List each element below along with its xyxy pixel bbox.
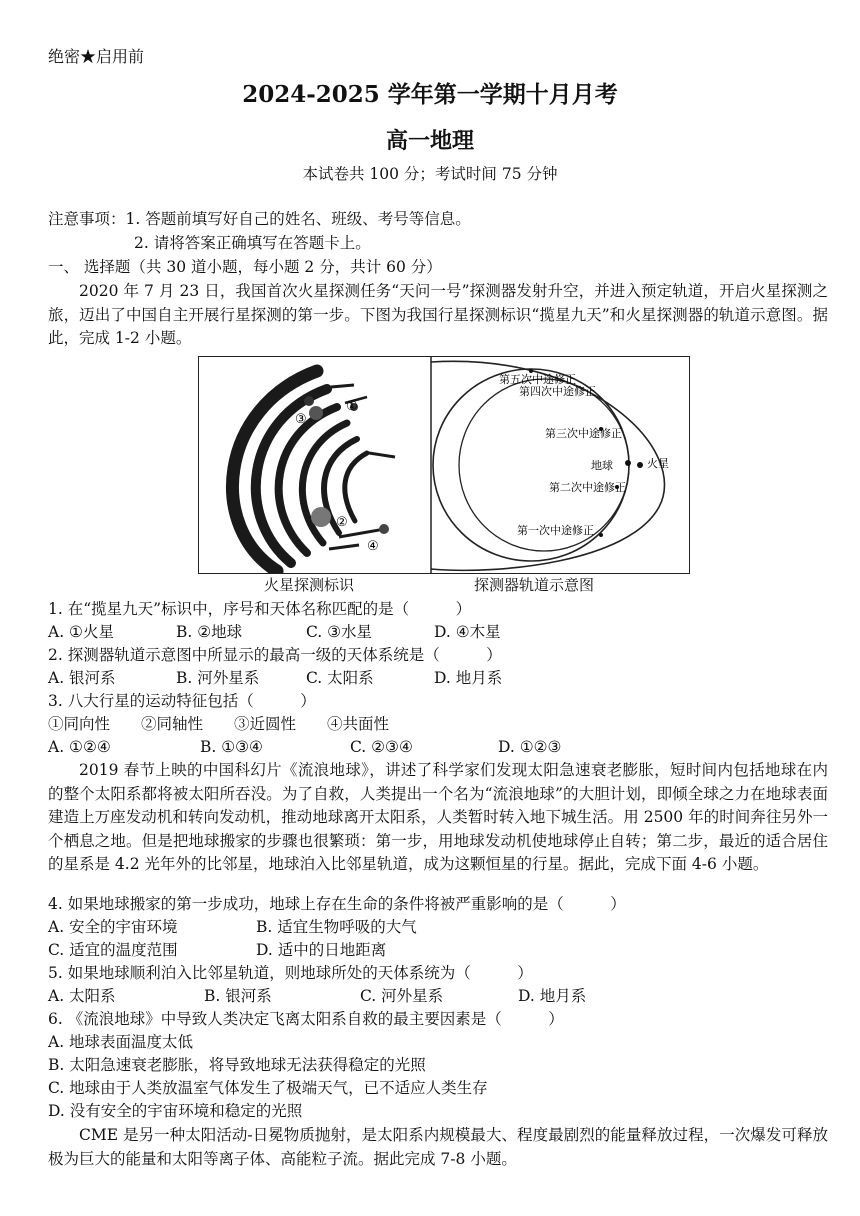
logo-label-1: ① (346, 399, 358, 414)
q3-option-b: B. ①③④ (200, 738, 263, 756)
q3-option-c: C. ②③④ (350, 738, 413, 756)
orbit-label-earth: 地球 (591, 459, 613, 472)
q3-option-d: D. ①②③ (498, 738, 562, 756)
caption-left: 火星探测标识 (264, 576, 355, 594)
q4-option-d: D. 适中的日地距离 (256, 941, 387, 959)
logo-label-2: ② (336, 515, 348, 530)
q2-option-d: D. 地月系 (434, 669, 503, 687)
q5-option-b: B. 银河系 (204, 987, 272, 1005)
q5-option-c: C. 河外星系 (360, 987, 444, 1005)
q6-option-c: C. 地球由于人类放温室气体发生了极端天气，已不适应人类生存 (48, 1079, 488, 1097)
question-4-options-row2 (48, 939, 386, 961)
q1-option-a: A. ①火星 (48, 623, 114, 641)
planet-dot-2 (311, 507, 331, 527)
q1-option-c: C. ③水星 (306, 623, 373, 641)
q4-option-c: C. 适宜的温度范围 (48, 941, 178, 959)
question-1-options (48, 621, 501, 643)
question-2: 2. 探测器轨道示意图中所显示的最高一级的天体系统是（ ） (48, 646, 502, 664)
passage-1: 2020 年 7 月 23 日，我国首次火星探测任务“天问一号”探测器发射升空，并进入预定轨道，开启火星探测之旅，迈出了中国自主开展行星探测的第一步。下图为我国行星探测标识“揽星九天”和火星探测器的轨道示意图。据此，完成 1-2 小题。 (48, 282, 828, 347)
caption-right: 探测器轨道示意图 (474, 576, 595, 594)
orbit-label-c1: 第一次中途修正 (517, 524, 594, 537)
exam-meta: 本试卷共 100 分；考试时间 75 分钟 (302, 165, 558, 183)
orbit-label-c3: 第三次中途修正 (545, 427, 622, 440)
q6-option-d: D. 没有安全的宇宙环境和稳定的光照 (48, 1102, 303, 1120)
figure-svg (199, 357, 689, 573)
passage-2: 2019 春节上映的中国科幻片《流浪地球》，讲述了科学家们发现太阳急速衰老膨胀，短时间内包括地球在内的整个太阳系都将被太阳所吞没。为了自救，人类提出一个名为“流浪地球”的大胆计划，即倾全球之力在地球表面建造上万座发动机和转向发动机，推动地球离开太阳系，人类暂时转入地下城生活。用 2500 年的时间奔往另外一个栖息之地。但是把地球搬家的步骤也很繁琐：第一步，用地球发动机使地球停止自转；第二步，最近的适合居住的星系是 4.2 光年外的比邻星，地球泊入比邻星轨道，成为这颗恒星的行星。据此，完成下面 4-6 小题。 (48, 761, 828, 873)
mars-dot (637, 462, 643, 468)
q1-option-d: D. ④木星 (434, 623, 501, 641)
figure-box (198, 356, 690, 574)
question-6: 6. 《流浪地球》中导致人类决定飞离太阳系自救的最主要因素是（ ） (48, 1010, 564, 1028)
q1-option-b: B. ②地球 (176, 623, 243, 641)
q6-option-b: B. 太阳急速衰老膨胀，将导致地球无法获得稳定的光照 (48, 1056, 426, 1074)
question-5: 5. 如果地球顺利泊入比邻星轨道，则地球所处的天体系统为（ ） (48, 964, 533, 982)
q5-option-d: D. 地月系 (518, 987, 587, 1005)
question-2-options (48, 667, 502, 689)
notes-line-1: 注意事项：1. 答题前填写好自己的姓名、班级、考号等信息。 (48, 210, 471, 228)
q2-option-a: A. 银河系 (48, 669, 116, 687)
orbit-label-c5: 第五次中途修正 (499, 373, 576, 386)
notes-line-2: 2. 请将答案正确填写在答题卡上。 (134, 234, 371, 252)
q2-option-c: C. 太阳系 (306, 669, 374, 687)
question-3-options (48, 736, 561, 758)
planet-dot-4 (379, 524, 389, 534)
question-3: 3. 八大行星的运动特征包括（ ） (48, 692, 316, 710)
q4-option-b: B. 适宜生物呼吸的大气 (256, 918, 417, 936)
question-5-options (48, 985, 586, 1007)
orbit-label-mars: 火星 (647, 457, 669, 470)
question-1: 1. 在“揽星九天”标识中，序号和天体名称匹配的是（ ） (48, 600, 472, 618)
orbit-label-c2: 第二次中途修正 (549, 481, 626, 494)
q2-option-b: B. 河外星系 (176, 669, 260, 687)
q4-option-a: A. 安全的宇宙环境 (48, 918, 178, 936)
q6-option-a: A. 地球表面温度太低 (48, 1033, 194, 1051)
question-4: 4. 如果地球搬家的第一步成功，地球上存在生命的条件将被严重影响的是（ ） (48, 895, 626, 913)
exam-subject: 高一地理 (385, 128, 474, 154)
logo-label-4: ④ (367, 539, 379, 554)
question-4-options-row1 (48, 916, 417, 938)
question-3-items: ①同向性 ②同轴性 ③近圆性 ④共面性 (48, 715, 390, 733)
orbit-label-c4: 第四次中途修正 (519, 385, 596, 398)
confidential-mark: 绝密★启用前 (48, 47, 145, 66)
q3-option-a: A. ①②④ (48, 738, 111, 756)
planet-dot-3 (309, 406, 323, 420)
q5-option-a: A. 太阳系 (48, 987, 116, 1005)
logo-label-3: ③ (295, 412, 307, 427)
section-heading: 一、 选择题（共 30 道小题，每小题 2 分，共计 60 分） (48, 258, 442, 276)
passage-3: CME 是另一种太阳活动-日冕物质抛射，是太阳系内规模最大、程度最剧烈的能量释放过程，一次爆发可释放极为巨大的能量和太阳等离子体、高能粒子流。据此完成 7-8 小题。 (48, 1126, 828, 1168)
exam-title: 2024-2025 学年第一学期十月月考 (242, 81, 618, 108)
earth-dot (625, 460, 631, 466)
